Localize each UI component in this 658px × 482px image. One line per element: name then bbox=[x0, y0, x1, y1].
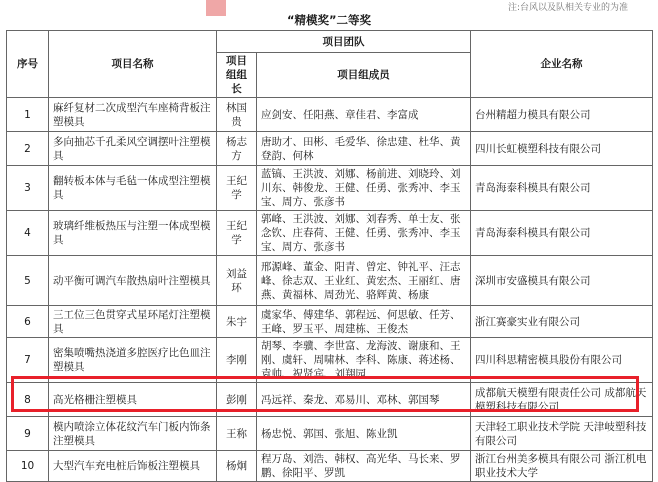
row-project-name: 大型汽车充电桩后饰板注塑模具 bbox=[49, 451, 217, 482]
header-company: 企业名称 bbox=[471, 31, 653, 98]
row-seq: 10 bbox=[7, 451, 49, 482]
table-row bbox=[7, 98, 653, 132]
header-team: 项目团队 bbox=[217, 31, 471, 53]
row-members: 胡琴、李骥、李世富、龙海波、谢康和、王刚、虞轩、周啸林、李科、陈康、蒋述杨、袁帅、祝贤宾、刘翔园 bbox=[257, 338, 471, 383]
table-row bbox=[7, 338, 653, 383]
table-row bbox=[7, 132, 653, 166]
row-seq: 2 bbox=[7, 132, 49, 166]
row-company: 青岛海泰科模具有限公司 bbox=[471, 166, 653, 211]
header-leader: 项目组组长 bbox=[217, 53, 257, 98]
row-seq: 4 bbox=[7, 211, 49, 256]
row-members: 唐助才、田彬、毛爱华、徐忠建、杜华、黄登韵、何林 bbox=[257, 132, 471, 166]
row-project-name: 玻璃纤维板热压与注塑一体成型模具 bbox=[49, 211, 217, 256]
row-members: 程万岛、刘浩、韩权、高光华、马长来、罗鹏、徐阳平、罗凯 bbox=[257, 451, 471, 482]
header-seq: 序号 bbox=[7, 31, 49, 98]
top-note: 注:台风以及队相关专业的为准 bbox=[507, 3, 628, 13]
row-members: 冯远祥、秦龙、邓易川、邓林、郭国琴 bbox=[257, 383, 471, 417]
table-row bbox=[7, 451, 653, 482]
row-project-name: 多向抽芯千孔柔风空调摆叶注塑模具 bbox=[49, 132, 217, 166]
row-seq: 8 bbox=[7, 383, 49, 417]
table-row bbox=[7, 211, 653, 256]
row-members: 邢源峰、董金、阳青、曾定、钟礼平、汪志峰、徐志双、王业红、黄宏杰、王丽红、唐燕、黄福林、周劲光、骆辉黄、杨康 bbox=[257, 256, 471, 306]
row-company: 浙江赛豪实业有限公司 bbox=[471, 306, 653, 338]
table-body bbox=[7, 98, 653, 482]
row-seq: 6 bbox=[7, 306, 49, 338]
row-project-name: 三工位三色贯穿式星环尾灯注塑模具 bbox=[49, 306, 217, 338]
row-leader: 朱宇 bbox=[217, 306, 257, 338]
row-members: 蓝镐、王洪波、刘娜、杨前进、刘晓玲、刘川东、韩俊龙、王健、任勇、张秀冲、李玉宝、周方、张彦书 bbox=[257, 166, 471, 211]
table-row bbox=[7, 256, 653, 306]
row-company: 深圳市安盛模具有限公司 bbox=[471, 256, 653, 306]
row-seq: 9 bbox=[7, 417, 49, 451]
table-row bbox=[7, 383, 653, 417]
table-row bbox=[7, 166, 653, 211]
row-project-name: 模内喷涂立体花纹汽车门板内饰条注塑模具 bbox=[49, 417, 217, 451]
row-leader: 杨炯 bbox=[217, 451, 257, 482]
row-leader: 王纪学 bbox=[217, 166, 257, 211]
row-project-name: 翻转板本体与毛毡一体成型注塑模具 bbox=[49, 166, 217, 211]
row-members: 杨忠悦、郭国、张旭、陈业凯 bbox=[257, 417, 471, 451]
row-company: 四川科思精密模具股份有限公司 bbox=[471, 338, 653, 383]
row-members: 虞家华、傅建华、郭程远、何思敏、任芳、王峰、罗玉平、周建栋、王俊杰 bbox=[257, 306, 471, 338]
row-leader: 刘益环 bbox=[217, 256, 257, 306]
row-leader: 王纪学 bbox=[217, 211, 257, 256]
header-project-name: 项目名称 bbox=[49, 31, 217, 98]
header-members: 项目组成员 bbox=[257, 53, 471, 98]
row-seq: 3 bbox=[7, 166, 49, 211]
row-leader: 王称 bbox=[217, 417, 257, 451]
row-project-name: 高光格栅注塑模具 bbox=[49, 383, 217, 417]
row-company: 浙江台州美多模具有限公司 浙江机电职业技术大学 bbox=[471, 451, 653, 482]
row-company: 台州精超力模具有限公司 bbox=[471, 98, 653, 132]
row-members: 应剑安、任阳燕、章佳君、李富成 bbox=[257, 98, 471, 132]
row-project-name: 动平衡可调汽车散热扇叶注塑模具 bbox=[49, 256, 217, 306]
row-leader: 杨志方 bbox=[217, 132, 257, 166]
row-members: 郭峰、王洪波、刘娜、刘春秀、单士友、张念钦、庄春荷、王健、任勇、张秀冲、李玉宝、周方、张彦书 bbox=[257, 211, 471, 256]
row-project-name: 密集喷嘴热浇道多腔医疗比色皿注塑模具 bbox=[49, 338, 217, 383]
award-table bbox=[6, 30, 653, 482]
row-company: 四川长虹模塑科技有限公司 bbox=[471, 132, 653, 166]
row-leader: 李刚 bbox=[217, 338, 257, 383]
table-row bbox=[7, 306, 653, 338]
page-title: “精模奖”二等奖 bbox=[286, 13, 372, 27]
table-row bbox=[7, 417, 653, 451]
row-seq: 5 bbox=[7, 256, 49, 306]
row-company: 天津轻工职业技术学院 天津岐塑科技有限公司 bbox=[471, 417, 653, 451]
row-seq: 1 bbox=[7, 98, 49, 132]
row-leader: 林国贵 bbox=[217, 98, 257, 132]
row-seq: 7 bbox=[7, 338, 49, 383]
row-leader: 彭刚 bbox=[217, 383, 257, 417]
row-company: 成都航天模塑有限责任公司 成都航天模塑科技有限公司 bbox=[471, 383, 653, 417]
row-project-name: 麻纤复材二次成型汽车座椅背板注塑模具 bbox=[49, 98, 217, 132]
row-company: 青岛海泰科模具有限公司 bbox=[471, 211, 653, 256]
